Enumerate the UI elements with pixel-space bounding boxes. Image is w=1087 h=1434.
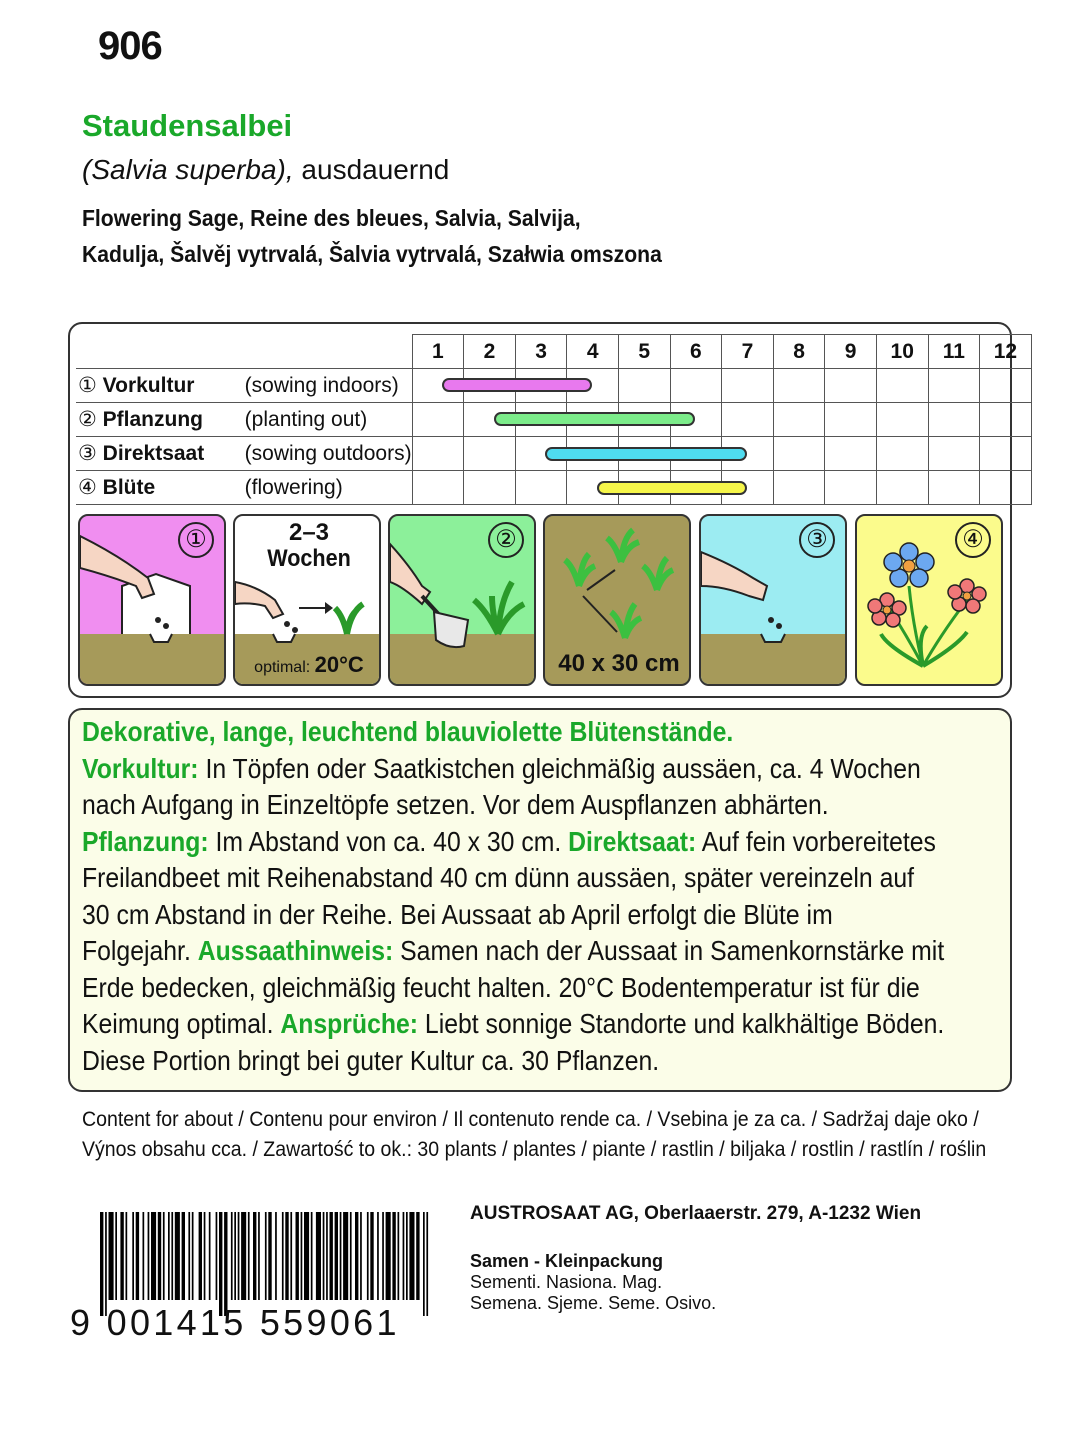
info-line: Diese Portion bringt bei guter Kultur ca. 30 Pflanzen. xyxy=(82,1044,660,1076)
calendar-corner xyxy=(76,335,412,369)
panel-direktsaat xyxy=(699,514,847,686)
info-line xyxy=(82,933,945,970)
common-names-line2: Kadulja, Šalvěj vytrvalá, Šalvia vytrvalá, Szałwia omszona xyxy=(82,241,662,267)
row-note: (flowering) xyxy=(244,476,343,499)
month-7: 7 xyxy=(722,335,774,369)
optimal-temp xyxy=(235,652,381,678)
info-line xyxy=(82,751,921,788)
info-line: Freilandbeet mit Reihenabstand 40 cm dünn aussäen, später vereinzeln auf xyxy=(82,862,915,893)
row-label xyxy=(76,437,412,471)
label-ansprueche: Ansprüche: xyxy=(280,1008,419,1039)
month-11: 11 xyxy=(928,335,980,369)
row-name: Pflanzung xyxy=(102,408,203,431)
info-line: 30 cm Abstand in der Reihe. Bei Aussaat ab April erfolgt die Blüte im xyxy=(82,898,833,930)
calendar-bar-2 xyxy=(494,412,695,426)
weeks-range: 2–3 xyxy=(288,519,330,546)
month-9: 9 xyxy=(825,335,877,369)
optimal-label: optimal: xyxy=(254,659,311,676)
panel-spacing xyxy=(543,514,691,686)
product-title: Staudensalbei xyxy=(82,108,293,143)
pack-title: Samen - Kleinpackung xyxy=(470,1251,664,1271)
row-symbol: ② xyxy=(78,408,97,431)
label-aussaathinweis: Aussaathinweis: xyxy=(197,935,394,966)
latin-suffix: ausdauernd xyxy=(293,154,450,185)
calendar-bar-1 xyxy=(442,378,592,392)
info-line xyxy=(82,1006,945,1043)
common-names-line1: Flowering Sage, Reine des bleues, Salvia, Salvija, xyxy=(82,205,581,231)
row-note: (sowing outdoors) xyxy=(244,442,412,465)
info-line: Erde bedecken, gleichmäßig feucht halten. 20°C Bodentemperatur ist für die xyxy=(82,971,920,1003)
weeks-word: Wochen xyxy=(267,545,351,572)
label-direktsaat: Direktsaat: xyxy=(568,825,697,857)
description-text xyxy=(82,714,945,1079)
calendar-bar-4 xyxy=(597,481,747,495)
step-2-icon: ② xyxy=(488,522,524,558)
month-6: 6 xyxy=(670,335,722,369)
content-line1: Content for about / Contenu pour environ / Il contenuto rende ca. / Vsebina je za ca. / Sadržaj daje oko / xyxy=(82,1108,979,1131)
pack-line2: Sementi. Nasiona. Mag. xyxy=(470,1272,663,1292)
spacing-label: 40 x 30 cm xyxy=(558,650,680,677)
month-1: 1 xyxy=(412,335,464,369)
month-12: 12 xyxy=(980,335,1032,369)
row-name: Blüte xyxy=(102,476,156,499)
barcode-image xyxy=(98,1212,438,1316)
month-10: 10 xyxy=(876,335,928,369)
row-name: Direktsaat xyxy=(102,442,205,465)
row-name: Vorkultur xyxy=(102,374,195,397)
info-text: In Töpfen oder Saatkistchen gleichmäßig aussäen, ca. 4 Wochen xyxy=(198,752,921,784)
step-4-icon: ④ xyxy=(955,522,991,558)
row-label xyxy=(76,471,412,505)
panel-germination xyxy=(233,514,381,686)
row-label xyxy=(76,369,412,403)
info-text: Folgejahr. xyxy=(82,935,198,966)
info-text: Auf fein vorbereitetes xyxy=(696,825,936,857)
calendar-row-bluete xyxy=(76,471,1031,505)
step-3-icon: ③ xyxy=(799,522,835,558)
panel-pflanzung xyxy=(388,514,536,686)
calendar-header-row xyxy=(76,335,1031,369)
info-line xyxy=(82,824,936,861)
info-text: Liebt sonnige Standorte und kalkhältige Böden. xyxy=(418,1008,945,1039)
info-text: Samen nach der Aussaat in Samenkornstärke mit xyxy=(393,935,945,966)
weeks-label xyxy=(235,520,381,572)
row-note: (sowing indoors) xyxy=(244,374,399,397)
panel-bluete xyxy=(855,514,1003,686)
latin-name-italic: (Salvia superba), xyxy=(82,154,294,185)
step-1-icon: ① xyxy=(178,522,214,558)
content-line2: Výnos obsahu cca. / Zawartość to ok.: 30 plants / plantes / piante / rastlin / biljaka / rostlin / rastlín / roślin xyxy=(82,1138,987,1161)
barcode-digits: 9 001415 559061 xyxy=(70,1302,400,1343)
pack-line3: Semena. Sjeme. Seme. Osivo. xyxy=(470,1293,717,1313)
month-4: 4 xyxy=(567,335,619,369)
month-8: 8 xyxy=(773,335,825,369)
row-symbol: ③ xyxy=(78,442,97,465)
info-text: Im Abstand von ca. 40 x 30 cm. xyxy=(208,825,569,857)
info-text: Keimung optimal. xyxy=(82,1008,281,1039)
label-vorkultur: Vorkultur: xyxy=(82,752,199,784)
info-line: nach Aufgang in Einzeltöpfe setzen. Vor dem Auspflanzen abhärten. xyxy=(82,789,829,820)
row-label xyxy=(76,403,412,437)
temp-value: 20°C xyxy=(314,652,364,677)
label-pflanzung: Pflanzung: xyxy=(82,825,209,857)
month-3: 3 xyxy=(515,335,567,369)
row-symbol: ④ xyxy=(78,476,97,499)
calendar-bar-3 xyxy=(545,447,746,461)
panel-vorkultur xyxy=(78,514,226,686)
row-symbol: ① xyxy=(78,374,97,397)
product-number: 906 xyxy=(98,24,162,68)
info-headline: Dekorative, lange, leuchtend blauviolette Blütenstände. xyxy=(82,716,734,747)
month-2: 2 xyxy=(464,335,516,369)
row-note: (planting out) xyxy=(244,408,368,431)
latin-name xyxy=(82,154,449,186)
company-address: AUSTROSAAT AG, Oberlaaerstr. 279, A-1232 Wien xyxy=(470,1203,922,1224)
month-5: 5 xyxy=(618,335,670,369)
